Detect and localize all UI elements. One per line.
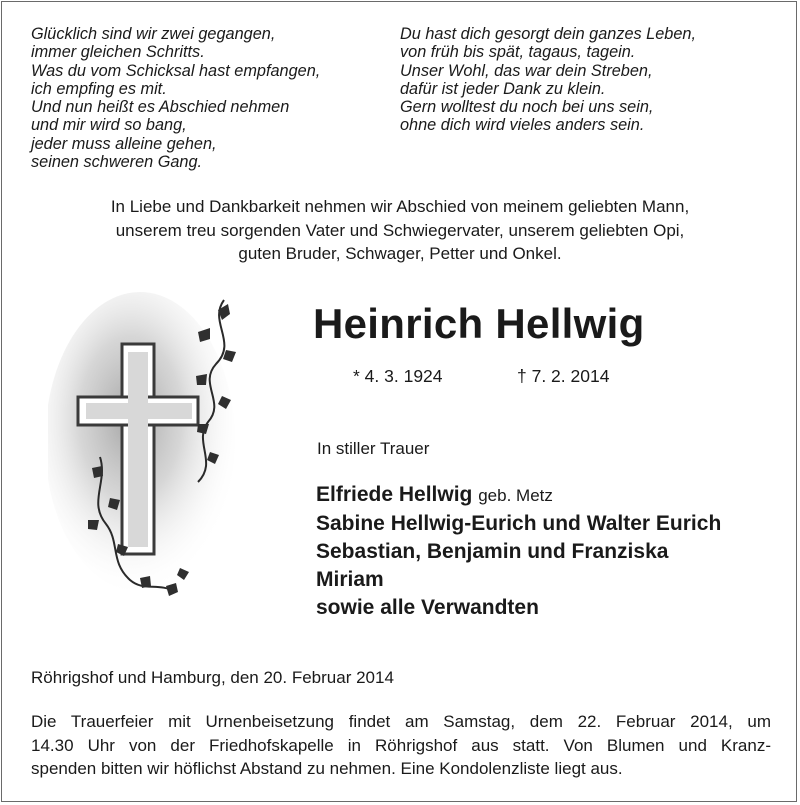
poem-left [31,25,320,171]
notice-line: 14.30 Uhr von der Friedhofskapelle in Röhrigshof aus statt. Von Blumen und Kranz- [31,735,771,755]
family-row: sowie alle Verwandten [316,596,539,619]
poem-line: Unser Wohl, das war dein Streben, [400,61,653,80]
poem-line: Gern wolltest du noch bei uns sein, [400,98,654,117]
poem-line: seinen schweren Gang. [31,153,203,172]
intro-text [20,195,780,266]
poem-line: immer gleichen Schritts. [31,43,205,62]
family-list [316,481,721,622]
intro-line: unserem treu sorgenden Vater und Schwiegervater, unserem geliebten Opi, [115,220,685,240]
funeral-notice [31,710,771,781]
deceased-name: Heinrich Hellwig [313,300,645,347]
mourning-phrase: In stiller Trauer [317,439,430,458]
family-row: Sabine Hellwig-Eurich und Walter Eurich [316,512,722,535]
spouse-name: Elfriede Hellwig [316,483,473,506]
notice-line: spenden bitten wir höflichst Abstand zu nehmen. Eine Kondolenzliste liegt aus. [31,759,623,778]
poem-line: und mir wird so bang, [31,116,187,135]
poem-line: jeder muss alleine gehen, [31,134,217,153]
poem-line: ich empfing es mit. [31,79,167,98]
notice-line: Die Trauerfeier mit Urnenbeisetzung findet am Samstag, dem 22. Februar 2014, um [31,712,771,731]
family-row: Miriam [316,568,384,591]
birth-date: * 4. 3. 1924 [353,366,443,386]
intro-line: In Liebe und Dankbarkeit nehmen wir Abschied von meinem geliebten Mann, [110,197,690,216]
poem-line: von früh bis spät, tagaus, tagein. [400,43,636,62]
cross-with-ivy-icon [48,292,248,612]
family-row [316,481,721,510]
death-date: † 7. 2. 2014 [517,366,610,386]
poem-line: ohne dich wird vieles anders sein. [400,116,645,135]
poem-line: Glücklich sind wir zwei gegangen, [31,25,276,43]
spouse-nee: geb. Metz [478,486,553,505]
poem-line: Was du vom Schicksal hast empfangen, [31,61,321,80]
family-row: Sebastian, Benjamin und Franziska [316,540,669,563]
intro-line: guten Bruder, Schwager, Petter und Onkel. [238,244,562,263]
poem-line: dafür ist jeder Dank zu klein. [400,79,606,98]
poem-line: Du hast dich gesorgt dein ganzes Leben, [400,25,696,43]
place-date: Röhrigshof und Hamburg, den 20. Februar 2014 [31,668,394,687]
poem-line: Und nun heißt es Abschied nehmen [31,98,290,117]
poem-right [400,25,696,135]
